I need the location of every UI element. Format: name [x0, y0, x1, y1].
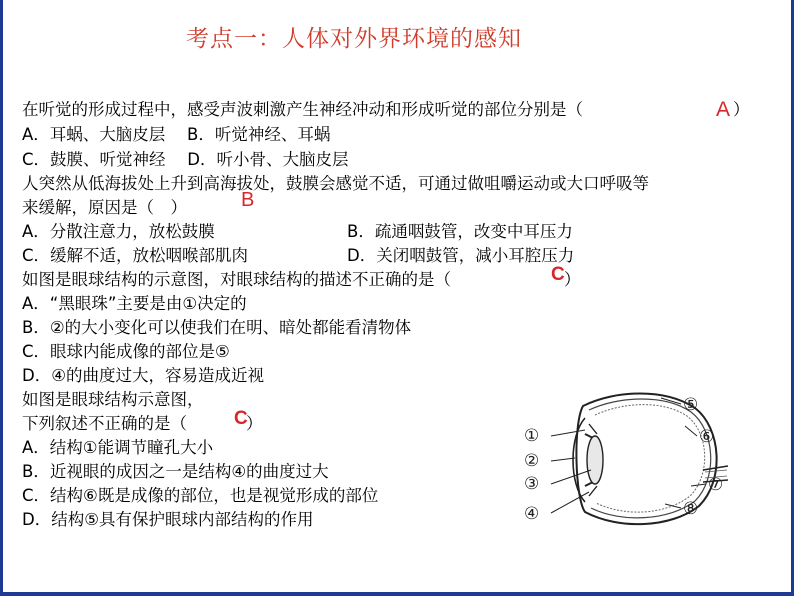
- q4-stem-end: ）: [246, 414, 263, 433]
- leader-line-3: [551, 470, 591, 484]
- retina-outline: [595, 405, 705, 512]
- q2-option-b: B．疏通咽鼓管，改变中耳压力: [347, 222, 573, 241]
- q2-option-a: A．分散注意力，放松鼓膜: [22, 222, 215, 241]
- eye-structure-diagram: [515, 388, 730, 528]
- eye-label-6: ⑥: [699, 427, 715, 447]
- q4-option-c: C．结构⑥既是成像的部位，也是视觉形成的部位: [22, 486, 379, 505]
- q2-option-c: C．缓解不适，放松咽喉部肌肉: [22, 246, 249, 265]
- eye-label-1: ①: [524, 426, 540, 446]
- q1-answer: A: [716, 98, 731, 121]
- eye-label-3: ③: [524, 474, 540, 494]
- q3-option-b: B．②的大小变化可以使我们在明、暗处都能看清物体: [22, 318, 412, 337]
- eye-label-4: ④: [524, 504, 540, 524]
- q2-answer: B: [241, 189, 255, 211]
- q3-option-c: C．眼球内能成像的部位是⑤: [22, 342, 230, 361]
- q3-option-a: A．“黑眼珠”主要是由①决定的: [22, 294, 247, 313]
- eye-label-5: ⑤: [683, 395, 699, 415]
- q4-stem-line2: 下列叙述不正确的是（: [22, 414, 187, 433]
- q4-answer: C: [234, 408, 248, 429]
- q2-stem-line1: 人突然从低海拔处上升到高海拔处，鼓膜会感觉不适，可通过做咀嚼运动或大口呼吸等: [22, 174, 649, 193]
- q2-stem-line2: 来缓解，原因是（ ）: [22, 198, 187, 217]
- q4-option-a: A．结构①能调节瞳孔大小: [22, 438, 214, 457]
- eye-label-2: ②: [524, 451, 540, 471]
- q1-stem: 在听觉的形成过程中，感受声波刺激产生神经冲动和形成听觉的部位分别是（: [22, 100, 583, 119]
- q1-options-cd: C．鼓膜、听觉神经 D．听小骨、大脑皮层: [22, 150, 349, 169]
- q4-option-b: B．近视眼的成因之一是结构④的曲度过大: [22, 462, 329, 481]
- q1-options-ab: A．耳蜗、大脑皮层 B．听觉神经、耳蜗: [22, 125, 331, 144]
- q3-stem: 如图是眼球结构的示意图，对眼球结构的描述不正确的是（: [22, 270, 451, 289]
- eye-label-8: ⑧: [683, 499, 699, 519]
- frame-left-border: [0, 0, 3, 596]
- q4-option-d: D．结构⑤具有保护眼球内部结构的作用: [22, 510, 314, 529]
- q3-stem-end: ）: [564, 270, 581, 289]
- leader-line-6: [685, 426, 697, 436]
- q2-option-d: D．关闭咽鼓管，减小耳腔压力: [347, 246, 575, 265]
- leader-line-2: [551, 458, 575, 461]
- q3-option-d: D．④的曲度过大，容易造成近视: [22, 366, 264, 385]
- leader-line-8: [665, 504, 681, 508]
- q1-stem-end: ）: [733, 100, 750, 119]
- q3-answer: C: [551, 264, 565, 285]
- q4-stem-line1: 如图是眼球结构示意图，: [22, 390, 204, 409]
- eye-label-7: ⑦: [708, 475, 724, 495]
- frame-bottom-border: [0, 592, 794, 596]
- leader-line-1: [551, 430, 585, 436]
- lens-shape: [587, 436, 603, 484]
- slide-title: 考点一：人体对外界环境的感知: [186, 26, 522, 52]
